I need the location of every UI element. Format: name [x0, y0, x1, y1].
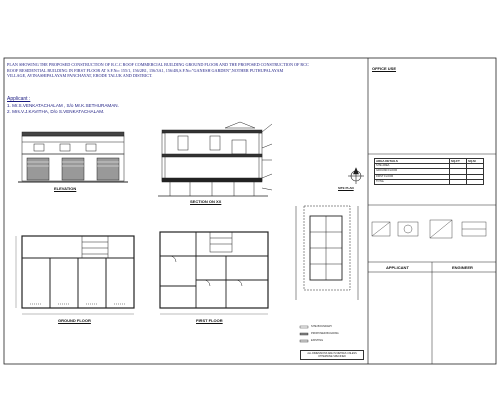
area-heading: AREA DETAILS: [375, 159, 450, 164]
detail-sketches: [372, 220, 486, 238]
ground-floor-plan: [16, 236, 134, 314]
engineer-signature-label: ENGINEER: [452, 265, 473, 270]
site-plan-label: SITE PLAN: [338, 186, 354, 190]
applicant-heading: Applicant :: [7, 96, 31, 102]
title-line: PLAN SHOWING THE PROPOSED CONSTRUCTION OF R.C.C ROOF COMMERCIAL BUILDING GROUND FLOOR AND THE PROPOSED CONSTRUCTION OF RCC: [7, 62, 309, 67]
applicant-line: 2. Mrs.V.J.KAVITHA, D/o S.VENKATACHALAM.: [7, 109, 105, 114]
row-label: TOTAL: [375, 179, 450, 184]
row-sqm: [467, 179, 484, 184]
section-label: SECTION ON XX: [190, 199, 222, 204]
drawing-title: [7, 62, 367, 79]
dimensions-note: ALL DIMENSIONS ARE IN METRES UNLESS OTHERWISE SPECIFIED: [300, 350, 364, 360]
office-use-label: OFFICE USE: [372, 66, 397, 71]
row-label: SITE AREA: [375, 164, 450, 169]
legend-swatch-site: [300, 326, 308, 328]
legend-proposed-building: PROPOSED BUILDING: [311, 332, 339, 335]
legend-swatch-existing: [300, 340, 308, 342]
north-arrow-icon: [348, 168, 364, 184]
area-details-table: [374, 158, 484, 185]
col-sqft: SQ.FT: [450, 159, 467, 164]
legend-site-boundary: SITE BOUNDARY: [311, 325, 333, 328]
table-row: [375, 179, 484, 184]
title-line: ROOF RESIDENTIAL BUILDING IN FIRST FLOOR AT S.F.No: 155/1, 156/2B1, 156/3A1, 156/4B,S.F.No:"GANESH GARDEN",NOTHER PUTHUPALAYAM: [7, 67, 284, 73]
first-floor-plan: [160, 232, 268, 314]
site-plan: [296, 206, 358, 300]
first-floor-label: FIRST FLOOR: [196, 318, 223, 323]
row-label: GROUND FLOOR: [375, 169, 450, 174]
applicant-line: 1. Mr.S.VENKATACHALAM , S/o Mr.K.SETHURAMAN.: [7, 102, 119, 108]
row-label: FIRST FLOOR: [375, 174, 450, 179]
elevation-drawing: [18, 132, 128, 182]
col-sqm: SQ.M: [467, 159, 484, 164]
legend-swatch-proposed: [300, 333, 308, 335]
title-line: VILLAGE, AVINASHIPALAYAM PANCHAYAT, ERODE TALUK AND DISTRICT.: [7, 73, 153, 79]
applicant-block: [7, 96, 119, 116]
ground-floor-label: GROUND FLOOR: [58, 318, 91, 323]
section-drawing: [158, 122, 272, 196]
applicant-signature-label: APPLICANT: [386, 265, 409, 270]
legend-existing: EXISTING: [311, 339, 324, 342]
row-sqft: [450, 179, 467, 184]
elevation-label: ELEVATION: [54, 186, 77, 191]
